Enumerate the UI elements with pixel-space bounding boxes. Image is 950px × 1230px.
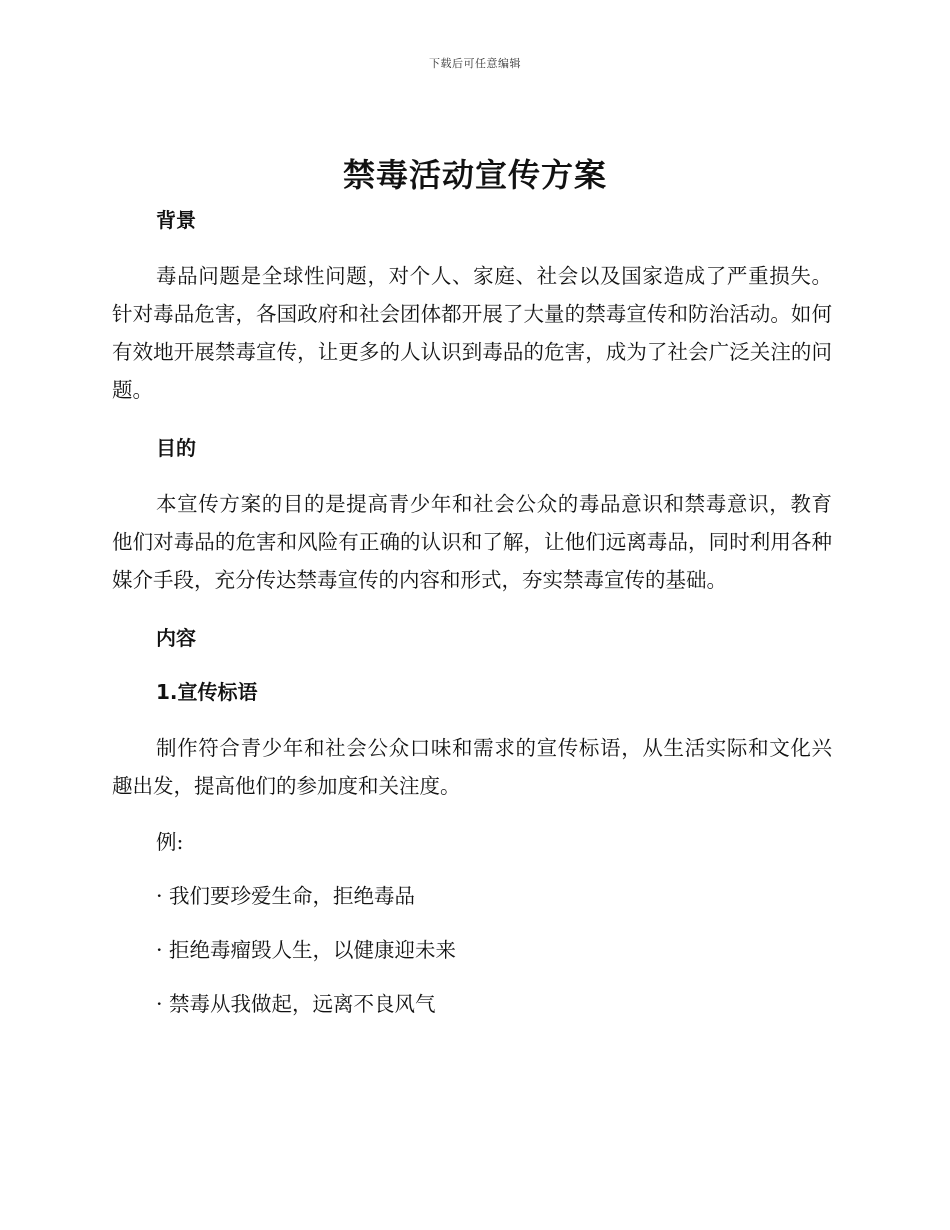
- document-title: 禁毒活动宣传方案: [342, 156, 607, 194]
- subsection-heading-slogans: 1.宣传标语: [156, 680, 258, 704]
- paragraph-background: 毒品问题是全球性问题，对个人、家庭、社会以及国家造成了严重损失。针对毒品危害，各国政府和社会团体都开展了大量的禁毒宣传和防治活动。如何有效地开展禁毒宣传，让更多的人认识到毒品的危害，成为了社会广泛关注的问题。: [112, 264, 832, 402]
- document-body: [112, 203, 832, 1021]
- paragraph-slogans: 制作符合青少年和社会公众口味和需求的宣传标语，从生活实际和文化兴趣出发，提高他们的参加度和关注度。: [112, 736, 832, 798]
- paragraph-purpose: 本宣传方案的目的是提高青少年和社会公众的毒品意识和禁毒意识，教育他们对毒品的危害和风险有正确的认识和了解，让他们远离毒品，同时利用各种媒介手段，充分传达禁毒宣传的内容和形式，夯实禁毒宣传的基础。: [112, 492, 832, 592]
- example-label: 例:: [156, 830, 184, 854]
- section-heading-content: 内容: [156, 626, 196, 650]
- slogan-item: · 禁毒从我做起，远离不良风气: [156, 992, 436, 1016]
- section-heading-purpose: 目的: [156, 436, 196, 460]
- header-note: 下载后可任意编辑: [429, 57, 521, 70]
- slogan-item: · 我们要珍爱生命，拒绝毒品: [156, 884, 416, 908]
- section-heading-background: 背景: [156, 208, 196, 232]
- slogan-item: · 拒绝毒瘤毁人生，以健康迎未来: [156, 938, 457, 962]
